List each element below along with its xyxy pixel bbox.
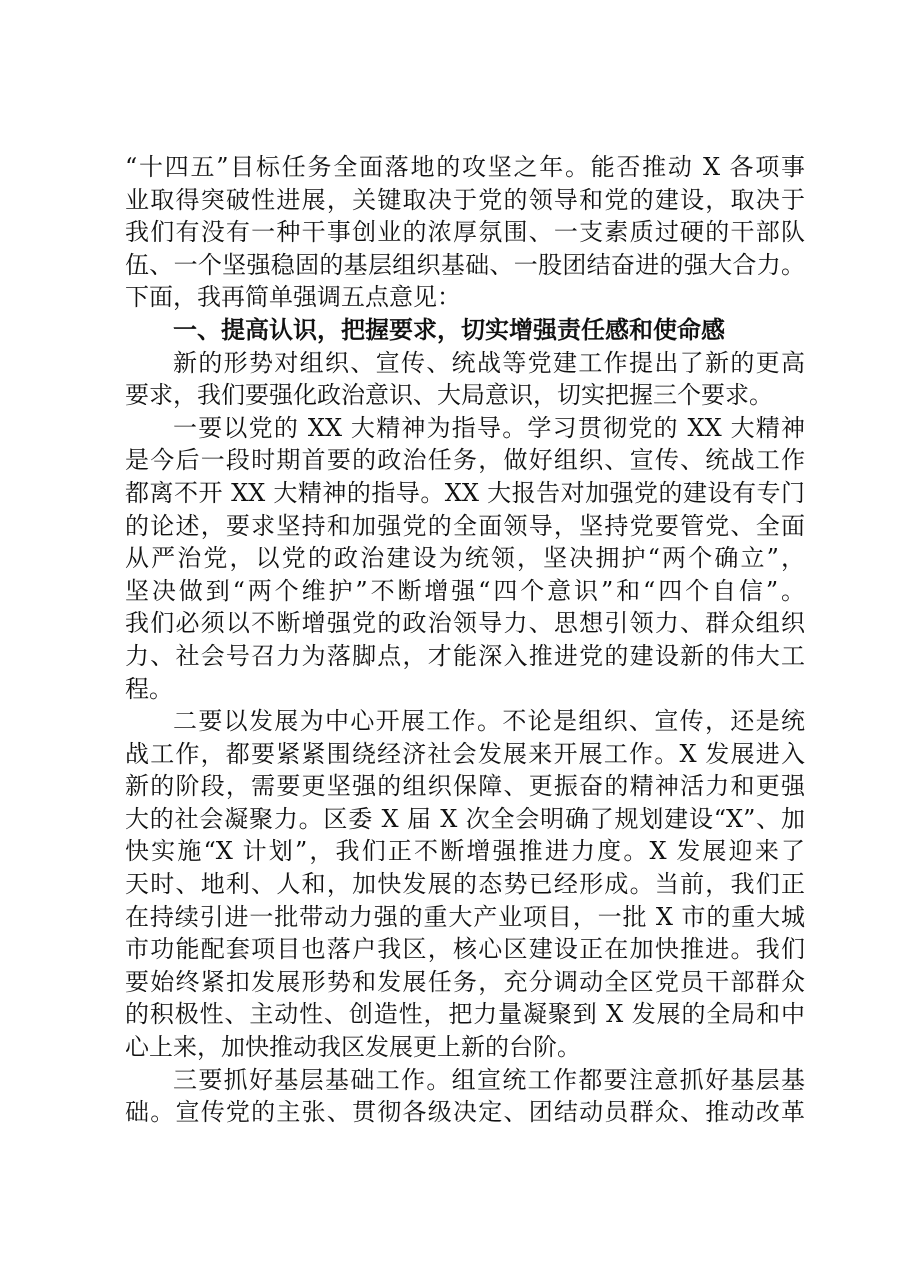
text-line: 的论述，要求坚持和加强党的全面领导，坚持党要管党、全面: [125, 511, 805, 540]
text-line: 都离不开 XX 大精神的指导。XX 大报告对加强党的建设有专门: [125, 478, 805, 507]
text-line: 下面，我再简单强调五点意见：: [125, 283, 461, 312]
text-line: 二要以发展为中心开展工作。不论是组织、宣传，还是统: [173, 707, 805, 736]
document-body: [125, 151, 805, 1129]
text-line: “十四五”目标任务全面落地的攻坚之年。能否推动 X 各项事: [125, 153, 805, 181]
text-line: 力、社会号召力为落脚点，才能深入推进党的建设新的伟大工: [125, 641, 805, 670]
text-line: 新的形势对组织、宣传、统战等党建工作提出了新的更高: [173, 348, 805, 377]
text-line: 战工作，都要紧紧围绕经济社会发展来开展工作。X 发展进入: [125, 739, 805, 768]
text-line: 我们必须以不断增强党的政治领导力、思想引领力、群众组织: [125, 609, 805, 638]
text-line: 一要以党的 XX 大精神为指导。学习贯彻党的 XX 大精神: [173, 413, 805, 442]
text-line: 心上来，加快推动我区发展更上新的台阶。: [125, 1033, 581, 1062]
text-line: 是今后一段时期首要的政治任务，做好组织、宣传、统战工作: [125, 446, 805, 475]
text-line: 坚决做到“两个维护”不断增强“四个意识”和“四个自信”。: [125, 576, 805, 605]
text-line: 新的阶段，需要更坚强的组织保障、更振奋的精神活力和更强: [125, 772, 805, 801]
text-line: 三要抓好基层基础工作。组宣统工作都要注意抓好基层基: [173, 1065, 805, 1094]
text-line: 市功能配套项目也落户我区，核心区建设正在加快推进。我们: [125, 935, 805, 964]
text-line: 的积极性、主动性、创造性，把力量凝聚到 X 发展的全局和中: [125, 1000, 805, 1029]
text-line: 业取得突破性进展，关键取决于党的领导和党的建设，取决于: [125, 185, 805, 214]
text-line: 从严治党，以党的政治建设为统领，坚决拥护“两个确立”，: [125, 544, 805, 573]
text-line: 快实施“X 计划”，我们正不断增强推进力度。X 发展迎来了: [125, 837, 805, 866]
text-line: 我们有没有一种干事创业的浓厚氛围、一支素质过硬的干部队: [125, 218, 805, 247]
text-line: 要始终紧扣发展形势和发展任务，充分调动全区党员干部群众: [125, 967, 805, 996]
text-line: 程。: [125, 674, 173, 703]
text-line: 础。宣传党的主张、贯彻各级决定、团结动员群众、推动改革: [125, 1098, 805, 1127]
text-line: 大的社会凝聚力。区委 X 届 X 次全会明确了规划建设“X”、加: [125, 804, 805, 833]
text-line: 天时、地利、人和，加快发展的态势已经形成。当前，我们正: [125, 870, 805, 899]
text-line: 伍、一个坚强稳固的基层组织基础、一股团结奋进的强大合力。: [125, 250, 805, 279]
text-line: 要求，我们要强化政治意识、大局意识，切实把握三个要求。: [125, 381, 773, 410]
text-line: 在持续引进一批带动力强的重大产业项目，一批 X 市的重大城: [125, 902, 805, 931]
section-heading: 一、提高认识，把握要求，切实增强责任感和使命感: [173, 315, 725, 344]
